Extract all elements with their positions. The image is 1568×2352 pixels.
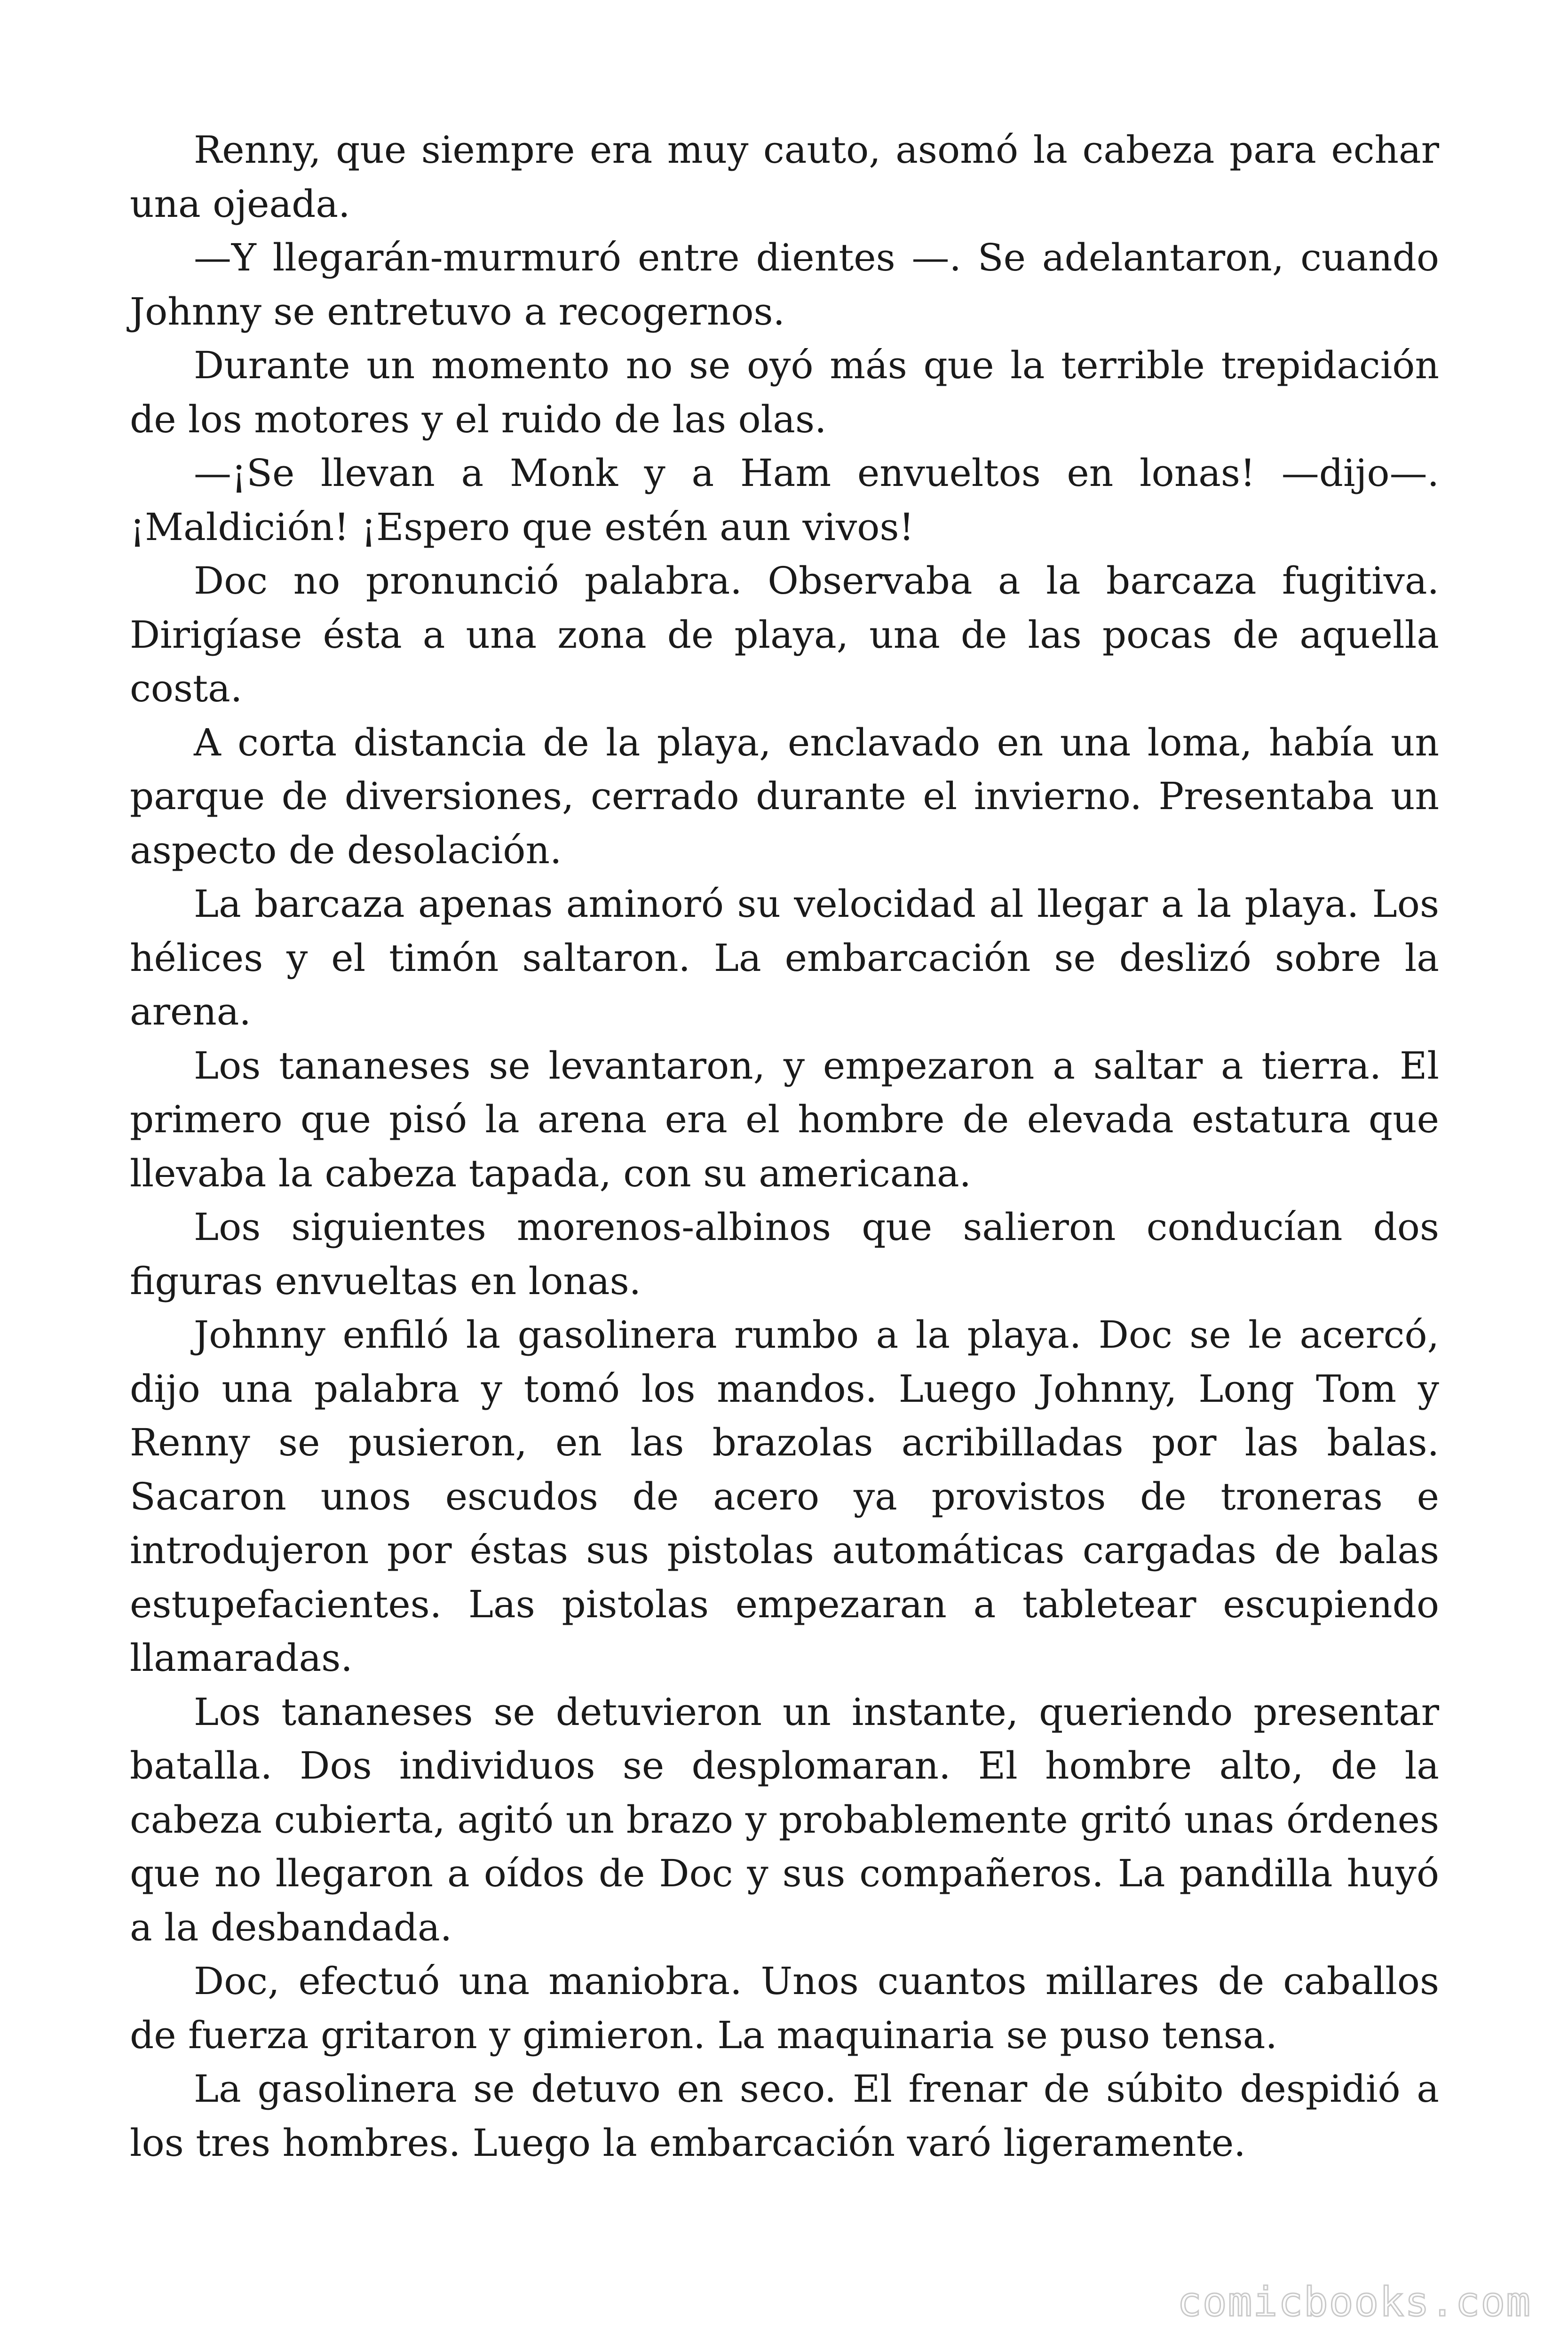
paragraph: Durante un momento no se oyó más que la terrible trepidación de los motores y el ruido de las olas.	[130, 343, 1439, 441]
paragraph: Los tananeses se detuvieron un instante, queriendo presentar batalla. Dos individuos se desplomaran. El hombre alto, de la cabeza cubierta, agitó un brazo y probablemente gritó unas órdenes que no llegaron a oídos de Doc y sus compañeros. La pandilla huyó a la desbandada.	[130, 1690, 1439, 1949]
page-body	[130, 123, 1439, 2170]
paragraph: —Y llegarán-murmuró entre dientes —. Se adelantaron, cuando Johnny se entretuvo a recogernos.	[130, 236, 1439, 334]
paragraph: Renny, que siempre era muy cauto, asomó la cabeza para echar una ojeada.	[130, 128, 1439, 226]
paragraph: —¡Se llevan a Monk y a Ham envueltos en lonas! —dijo—. ¡Maldición! ¡Espero que estén aun vivos!	[130, 451, 1439, 549]
paragraph: La barcaza apenas aminoró su velocidad al llegar a la playa. Los hélices y el timón saltaron. La embarcación se deslizó sobre la arena.	[130, 882, 1439, 1033]
paragraph: Doc no pronunció palabra. Observaba a la barcaza fugitiva. Dirigíase ésta a una zona de playa, una de las pocas de aquella costa.	[130, 559, 1439, 710]
paragraph: La gasolinera se detuvo en seco. El frenar de súbito despidió a los tres hombres. Luego la embarcación varó ligeramente.	[130, 2067, 1439, 2165]
paragraph: Los siguientes morenos-albinos que salieron conducían dos figuras envueltas en lonas.	[130, 1205, 1439, 1303]
paragraph: Los tananeses se levantaron, y empezaron a saltar a tierra. El primero que pisó la arena era el hombre de elevada estatura que llevaba la cabeza tapada, con su americana.	[130, 1043, 1439, 1195]
watermark: comicbooks.com	[1177, 2279, 1531, 2326]
paragraph: Johnny enfiló la gasolinera rumbo a la playa. Doc se le acercó, dijo una palabra y tomó los mandos. Luego Johnny, Long Tom y Renny se pusieron, en las brazolas acribilladas por las balas. Sacaron unos escudos de acero ya provistos de troneras e introdujeron por éstas sus pistolas automáticas cargadas de balas estupefacientes. Las pistolas empezaran a tabletear escupiendo llamaradas.	[130, 1313, 1439, 1680]
paragraph: A corta distancia de la playa, enclavado en una loma, había un parque de diversiones, cerrado durante el invierno. Presentaba un aspecto de desolación.	[130, 720, 1439, 872]
paragraph: Doc, efectuó una maniobra. Unos cuantos millares de caballos de fuerza gritaron y gimieron. La maquinaria se puso tensa.	[130, 1959, 1439, 2057]
